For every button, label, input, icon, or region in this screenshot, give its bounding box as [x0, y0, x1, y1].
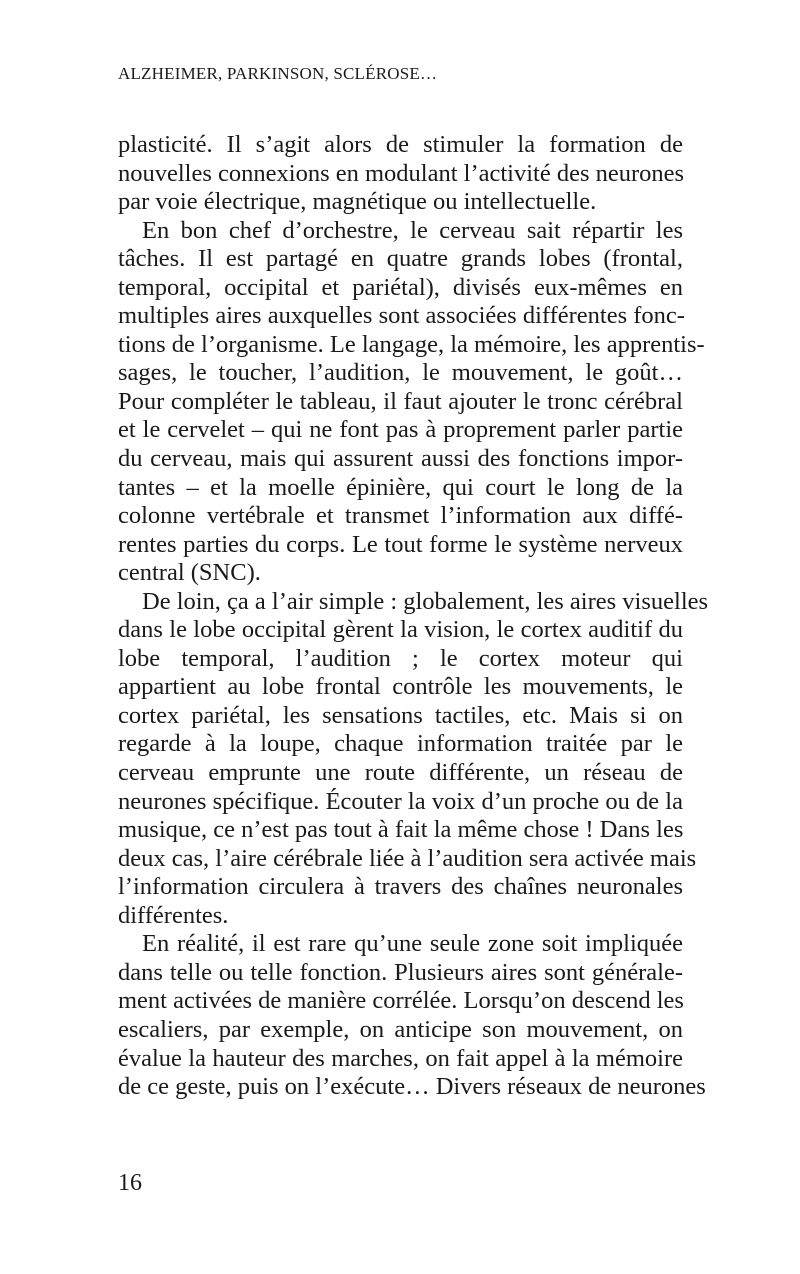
text-line: multiples aires auxquelles sont associées différentes fonc- [118, 302, 685, 330]
text-line: du cerveau, mais qui assurent aussi des fonctions impor- [118, 445, 683, 473]
text-line: différentes. [118, 901, 229, 929]
text-line: évalue la hauteur des marches, on fait appel à la mémoire [118, 1044, 683, 1072]
text-line: escaliers, par exemple, on anticipe son mouvement, on [118, 1015, 683, 1043]
text-line: par voie électrique, magnétique ou intellectuelle. [118, 188, 597, 216]
text-line: central (SNC). [118, 559, 261, 587]
text-line: neurones spécifique. Écouter la voix d’un proche ou de la [118, 787, 683, 815]
text-line: plasticité. Il s’agit alors de stimuler la formation de [118, 131, 683, 158]
text-line: temporal, occipital et pariétal), divisés eux-mêmes en [118, 273, 683, 301]
text-line: appartient au lobe frontal contrôle les mouvements, le [118, 673, 683, 701]
text-line: En bon chef d’orchestre, le cerveau sait répartir les [142, 216, 683, 244]
text-line: tâches. Il est partagé en quatre grands lobes (frontal, [118, 245, 683, 273]
text-line: musique, ce n’est pas tout à fait la même chose ! Dans les [118, 816, 684, 844]
text-line: dans telle ou telle fonction. Plusieurs aires sont générale- [118, 958, 683, 986]
text-line: cerveau emprunte une route différente, un réseau de [118, 759, 683, 787]
text-line: de ce geste, puis on l’exécute… Divers réseaux de neurones [118, 1073, 706, 1101]
running-header: ALZHEIMER, PARKINSON, SCLÉROSE… [118, 64, 438, 83]
text-line: tions de l’organisme. Le langage, la mémoire, les apprentis- [118, 330, 705, 358]
text-line: tantes – et la moelle épinière, qui court le long de la [118, 473, 683, 501]
body-text [118, 131, 709, 1102]
text-line: cortex pariétal, les sensations tactiles, etc. Mais si on [118, 701, 683, 729]
text-line: deux cas, l’aire cérébrale liée à l’audition sera activée mais [118, 844, 697, 872]
text-line: ment activées de manière corrélée. Lorsqu’on descend les [118, 987, 684, 1015]
text-line: lobe temporal, l’audition ; le cortex moteur qui [118, 644, 683, 672]
text-line: De loin, ça a l’air simple : globalement, les aires visuelles [142, 587, 709, 615]
text-line: regarde à la loupe, chaque information traitée par le [118, 730, 683, 758]
text-line: colonne vertébrale et transmet l’information aux diffé- [118, 502, 683, 530]
text-line: Pour compléter le tableau, il faut ajouter le tronc cérébral [118, 387, 683, 415]
text-line: nouvelles connexions en modulant l’activité des neurones [118, 159, 685, 187]
text-line: rentes parties du corps. Le tout forme le système nerveux [118, 530, 683, 558]
text-line: En réalité, il est rare qu’une seule zone soit impliquée [142, 930, 683, 958]
text-line: l’information circulera à travers des chaînes neuronales [118, 873, 683, 901]
text-line: et le cervelet – qui ne font pas à proprement parler partie [118, 416, 683, 444]
text-line: sages, le toucher, l’audition, le mouvement, le goût… [118, 359, 683, 387]
page-number: 16 [118, 1170, 142, 1196]
text-line: dans le lobe occipital gèrent la vision, le cortex auditif du [118, 616, 683, 644]
